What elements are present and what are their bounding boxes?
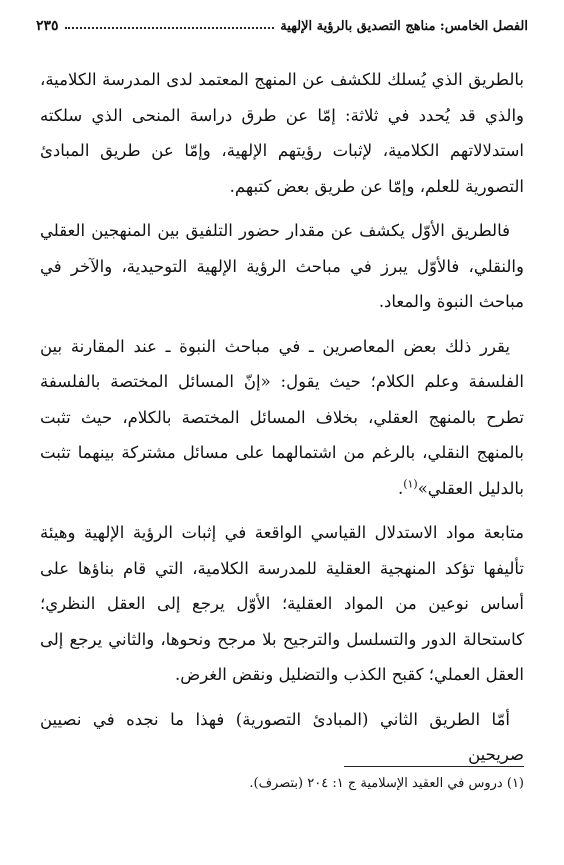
page-number: ٢٣٥ bbox=[36, 18, 59, 34]
running-title: الفصل الخامس: مناهج التصديق بالرؤية الإلهية bbox=[280, 19, 528, 34]
paragraph-5: أمّا الطريق الثاني (المبادئ التصورية) فهذا ما نجده في نصيين صريحين bbox=[40, 709, 524, 764]
paragraph-4: متابعة مواد الاستدلال القياسي الواقعة في إثبات الرؤية الإلهية وهيئة تأليفها تؤكد المنهجية العقلية للمدرسة الكلامية، التي قام بناؤها على أساس نوعين من المواد العقلية؛ الأوّل يرجع إلى العقل النظري؛ كاستحالة الدور والتسلسل والترجيح بلا مرجح ونحوها، والثاني يرجع إلى العقل العملي؛ كقبح الكذب والتضليل ونقض الغرض. bbox=[40, 523, 524, 684]
paragraph-3 bbox=[40, 329, 524, 507]
footnote-divider bbox=[344, 766, 524, 767]
running-header bbox=[36, 12, 528, 34]
footnote-text: (١) دروس في العقيد الإسلامية ج ١: ٢٠٤ (بتصرف). bbox=[249, 776, 524, 791]
footnote-reference[interactable]: (١) bbox=[403, 477, 418, 490]
paragraph-3-end: . bbox=[397, 478, 404, 498]
header-dotted-leader bbox=[65, 26, 275, 29]
paragraph-3-text: يقرر ذلك بعض المعاصرين ـ في مباحث النبوة ـ عند المقارنة بين الفلسفة وعلم الكلام؛ حيث يقول: «إنّ المسائل المختصة بالفلسفة تطرح بالمنهج العقلي، بخلاف المسائل المختصة بالكلام، حيث تثبت بالمنهج النقلي، بالرغم من اشتمالهما على مسائل مشتركة بينهما تثبت بالدليل العقلي» bbox=[40, 336, 524, 498]
paragraph-2: فالطريق الأوّل يكشف عن مقدار حضور التلفيق بين المنهجين العقلي والنقلي، فالأوّل يبرز في مباحث الرؤية الإلهية التوحيدية، والآخر في مباحث النبوة والمعاد. bbox=[40, 221, 524, 311]
paragraph-1: بالطريق الذي يُسلك للكشف عن المنهج المعتمد لدى المدرسة الكلامية، والذي قد يُحدد في ثلاثة: إمّا عن طرق دراسة المنحى الذي سلكته استدلالاتهم الكلامية، لإثبات رؤيتهم الإلهية، وإمّا عن طريق المبادئ التصورية للعلم، وإمّا عن طريق بعض كتبهم. bbox=[40, 70, 524, 196]
body-text bbox=[40, 62, 524, 782]
